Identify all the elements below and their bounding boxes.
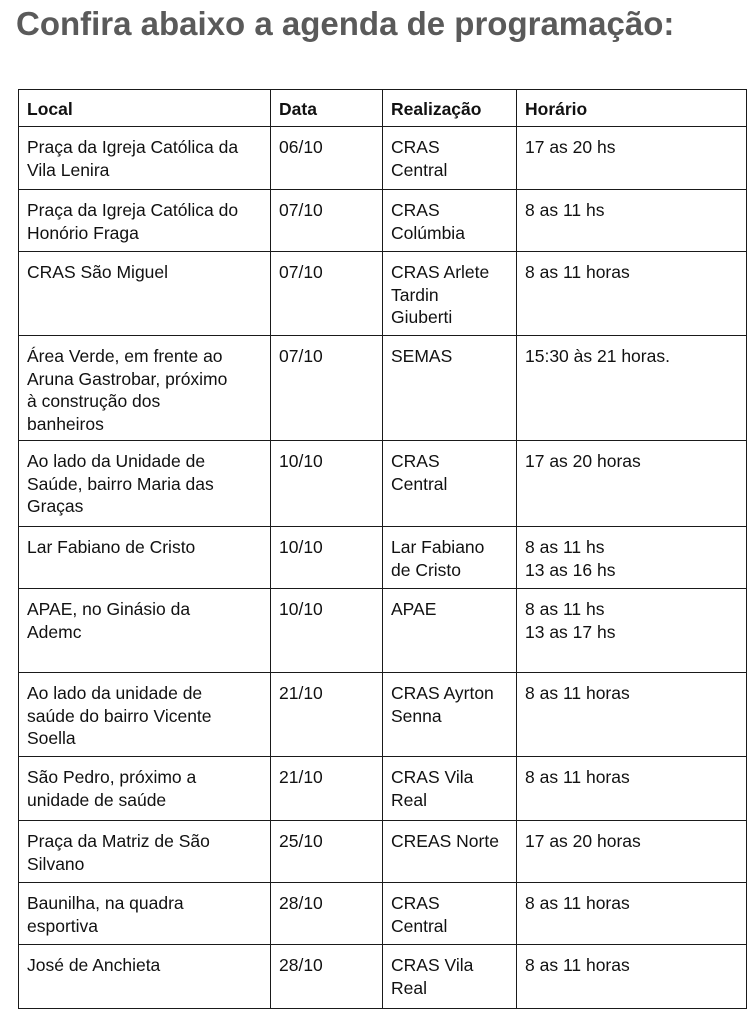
- table-row: [19, 441, 747, 527]
- table-row: [19, 673, 747, 757]
- cell-local: São Pedro, próximo a unidade de saúde: [19, 757, 271, 821]
- cell-realizacao: CRAS Central: [383, 883, 517, 945]
- cell-local: José de Anchieta: [19, 945, 271, 1009]
- cell-horario: 8 as 11 horas: [517, 252, 747, 336]
- cell-data: 28/10: [271, 883, 383, 945]
- cell-horario: 17 as 20 hs: [517, 127, 747, 190]
- cell-data: 06/10: [271, 127, 383, 190]
- table-row: [19, 757, 747, 821]
- cell-realizacao: CRAS Central: [383, 127, 517, 190]
- table-row: [19, 127, 747, 190]
- cell-local: Baunilha, na quadra esportiva: [19, 883, 271, 945]
- cell-data: 21/10: [271, 673, 383, 757]
- table-row: [19, 945, 747, 1009]
- cell-realizacao: CRAS Central: [383, 441, 517, 527]
- cell-data: 07/10: [271, 336, 383, 441]
- cell-data: 25/10: [271, 821, 383, 883]
- cell-realizacao: CREAS Norte: [383, 821, 517, 883]
- cell-local: Praça da Igreja Católica da Vila Lenira: [19, 127, 271, 190]
- cell-realizacao: CRAS Vila Real: [383, 945, 517, 1009]
- cell-realizacao: SEMAS: [383, 336, 517, 441]
- cell-local: Praça da Igreja Católica do Honório Fraga: [19, 190, 271, 252]
- cell-realizacao: CRAS Vila Real: [383, 757, 517, 821]
- header-data: Data: [271, 90, 383, 127]
- table-row: [19, 527, 747, 589]
- table-row: [19, 336, 747, 441]
- cell-realizacao: Lar Fabiano de Cristo: [383, 527, 517, 589]
- cell-realizacao: CRAS Colúmbia: [383, 190, 517, 252]
- cell-local: Ao lado da unidade de saúde do bairro Vicente Soella: [19, 673, 271, 757]
- cell-horario: 15:30 às 21 horas.: [517, 336, 747, 441]
- table-row: [19, 589, 747, 673]
- schedule-table: [18, 89, 747, 1009]
- cell-data: 07/10: [271, 190, 383, 252]
- cell-local: Lar Fabiano de Cristo: [19, 527, 271, 589]
- table-header-row: [19, 90, 747, 127]
- cell-data: 28/10: [271, 945, 383, 1009]
- cell-data: 10/10: [271, 527, 383, 589]
- cell-horario: 8 as 11 horas: [517, 673, 747, 757]
- cell-horario: 8 as 11 horas: [517, 945, 747, 1009]
- cell-data: 10/10: [271, 441, 383, 527]
- cell-data: 10/10: [271, 589, 383, 673]
- cell-realizacao: CRAS Ayrton Senna: [383, 673, 517, 757]
- header-local: Local: [19, 90, 271, 127]
- cell-realizacao: CRAS Arlete Tardin Giuberti: [383, 252, 517, 336]
- cell-horario: 17 as 20 horas: [517, 821, 747, 883]
- header-horario: Horário: [517, 90, 747, 127]
- cell-data: 07/10: [271, 252, 383, 336]
- cell-local: Praça da Matriz de São Silvano: [19, 821, 271, 883]
- cell-horario: 8 as 11 horas: [517, 757, 747, 821]
- cell-data: 21/10: [271, 757, 383, 821]
- cell-local: Área Verde, em frente ao Aruna Gastrobar, próximo à construção dos banheiros: [19, 336, 271, 441]
- cell-local: CRAS São Miguel: [19, 252, 271, 336]
- cell-horario: 8 as 11 hs 13 as 16 hs: [517, 527, 747, 589]
- header-realizacao: Realização: [383, 90, 517, 127]
- cell-realizacao: APAE: [383, 589, 517, 673]
- cell-local: APAE, no Ginásio da Ademc: [19, 589, 271, 673]
- page-title: Confira abaixo a agenda de programação:: [16, 5, 675, 42]
- cell-horario: 8 as 11 hs: [517, 190, 747, 252]
- table-row: [19, 190, 747, 252]
- table-row: [19, 821, 747, 883]
- cell-horario: 8 as 11 horas: [517, 883, 747, 945]
- table-row: [19, 883, 747, 945]
- cell-horario: 17 as 20 horas: [517, 441, 747, 527]
- cell-local: Ao lado da Unidade de Saúde, bairro Maria das Graças: [19, 441, 271, 527]
- table-row: [19, 252, 747, 336]
- cell-horario: 8 as 11 hs 13 as 17 hs: [517, 589, 747, 673]
